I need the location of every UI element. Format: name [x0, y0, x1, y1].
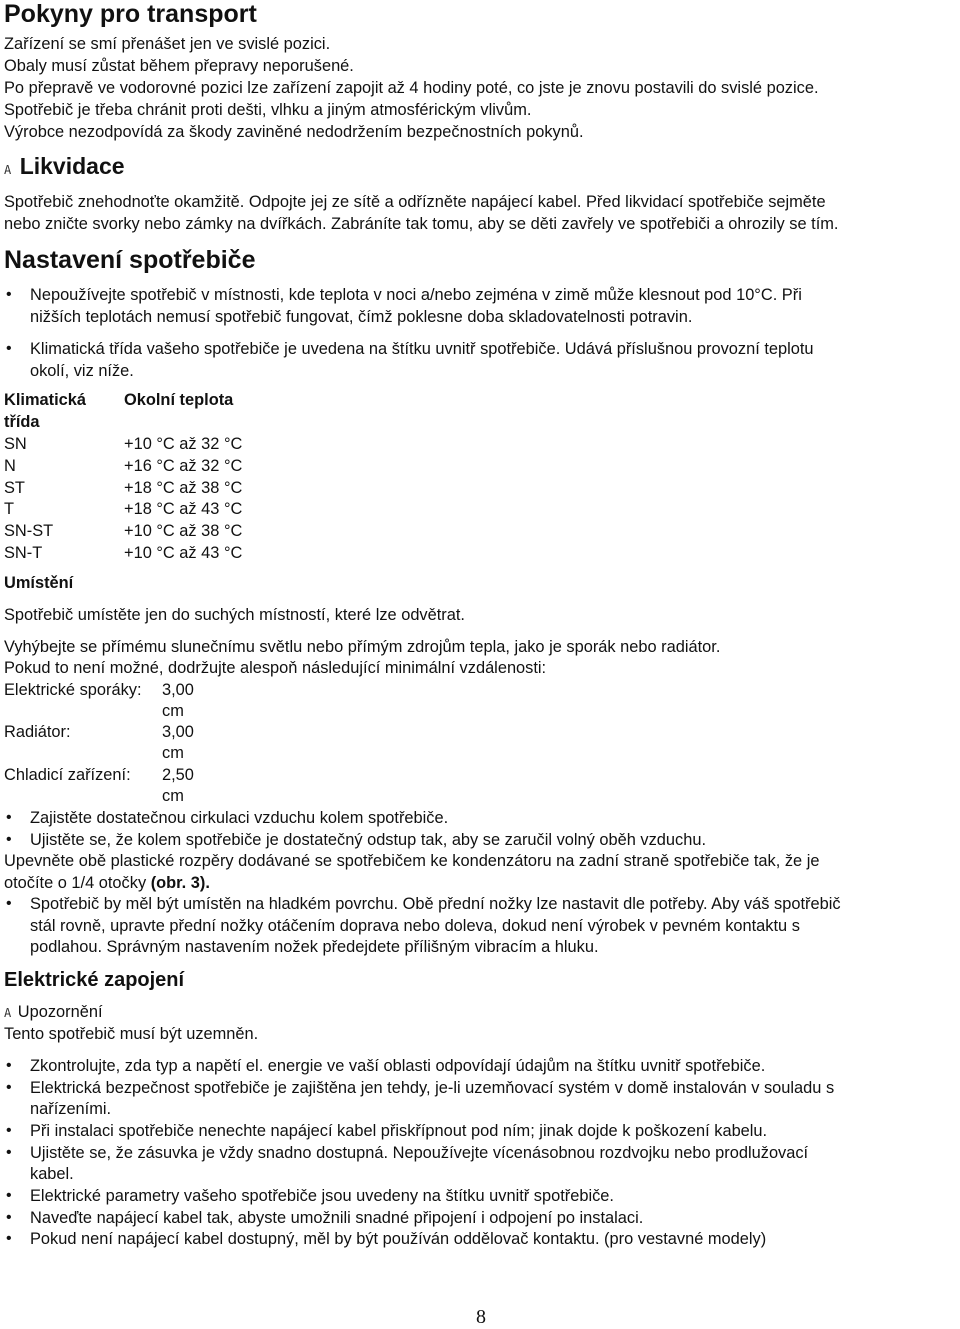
spacers-line-2 — [4, 873, 210, 894]
setup-bullet-line: Nepoužívejte spotřebič v místnosti, kde teplota v noci a/nebo zejména v zimě může klesnout pod 10°C. Při — [30, 286, 802, 304]
placement-heading: Umístění — [4, 574, 74, 592]
bullet-icon: • — [6, 286, 12, 303]
bullet-icon: • — [6, 1057, 12, 1074]
setup-bullet-line: Klimatická třída vašeho spotřebiče je uvedena na štítku uvnitř spotřebiče. Udává příslušnou provozní teplotu — [30, 340, 814, 358]
bullet-icon: • — [6, 809, 12, 826]
bullet-icon: • — [6, 831, 12, 848]
distance-unit: cm — [162, 744, 184, 762]
electrical-bullet: Elektrické parametry vašeho spotřebiče jsou uvedeny na štítku uvnitř spotřebiče. — [30, 1187, 614, 1205]
setup-heading: Nastavení spotřebiče — [4, 246, 256, 274]
electrical-bullet: Při instalaci spotřebiče nenechte napájecí kabel přiskřípnout pod ním; jinak dojde k poškození kabelu. — [30, 1122, 768, 1140]
placement-bullet: Zajistěte dostatečnou cirkulaci vzduchu kolem spotřebiče. — [30, 809, 449, 827]
bullet-icon: • — [6, 895, 12, 912]
distance-value: 2,50 — [162, 766, 194, 784]
disposal-line: Spotřebič znehodnoťte okamžitě. Odpojte jej ze sítě a odřízněte napájecí kabel. Před likvidací spotřebiče sejměte — [4, 193, 826, 211]
distance-label: Elektrické sporáky: — [4, 681, 142, 699]
level-line: Spotřebič by měl být umístěn na hladkém povrchu. Obě přední nožky lze nastavit dle potřeby. Aby váš spotřebič — [30, 895, 841, 913]
figure-reference: (obr. 3). — [150, 874, 210, 892]
warning-marker-icon: A — [4, 1006, 12, 1020]
table-cell-class: SN — [4, 435, 27, 453]
bullet-icon: • — [6, 1079, 12, 1096]
electrical-bullet: Elektrická bezpečnost spotřebiče je zajištěna jen tehdy, je-li uzemňovací systém v domě instalován v souladu s — [30, 1079, 835, 1097]
table-cell-class: SN-ST — [4, 522, 54, 540]
disposal-heading-row — [4, 153, 125, 179]
electrical-bullet: Naveďte napájecí kabel tak, abyste umožnili snadné připojení i odpojení po instalaci. — [30, 1209, 644, 1227]
table-cell-class: N — [4, 457, 16, 475]
transport-line: Zařízení se smí přenášet jen ve svislé pozici. — [4, 35, 331, 53]
spacers-line: Upevněte obě plastické rozpěry dodávané se spotřebičem ke kondenzátoru na zadní straně spotřebiče tak, že je — [4, 852, 820, 870]
transport-line: Výrobce nezodpovídá za škody zaviněné nedodržením bezpečnostních pokynů. — [4, 123, 584, 141]
warning-marker-icon: A — [4, 163, 12, 177]
electrical-bullet: Ujistěte se, že zásuvka je vždy snadno dostupná. Nepoužívejte vícenásobnou rozdvojku nebo prodlužovací — [30, 1144, 809, 1162]
setup-bullet-line: nižších teplotách nemusí spotřebič fungovat, čímž poklesne doba skladovatelnosti potravin. — [30, 308, 693, 326]
bullet-icon: • — [6, 1209, 12, 1226]
placement-line: Pokud to není možné, dodržujte alespoň následující minimální vzdálenosti: — [4, 659, 547, 677]
distance-value: 3,00 — [162, 681, 194, 699]
bullet-icon: • — [6, 340, 12, 357]
table-header-class: Klimatická — [4, 391, 86, 409]
disposal-heading: Likvidace — [19, 153, 125, 179]
table-cell-class: ST — [4, 479, 25, 497]
spacers-text: otočíte o 1/4 otočky — [4, 874, 151, 892]
electrical-heading: Elektrické zapojení — [4, 969, 185, 991]
level-line: podlahou. Správným nastavením nožek předejdete přílišným vibracím a hluku. — [30, 938, 599, 956]
electrical-bullet: nařízeními. — [30, 1100, 112, 1118]
table-cell-temp: +16 °C až 32 °C — [124, 457, 243, 475]
transport-line: Obaly musí zůstat během přepravy neporušené. — [4, 57, 354, 75]
table-cell-temp: +18 °C až 38 °C — [124, 479, 243, 497]
earth-line: Tento spotřebič musí být uzemněn. — [4, 1025, 259, 1043]
table-cell-temp: +18 °C až 43 °C — [124, 500, 243, 518]
setup-bullet-line: okolí, viz níže. — [30, 362, 134, 380]
distance-value: 3,00 — [162, 723, 194, 741]
page-number: 8 — [476, 1306, 486, 1328]
disposal-line: nebo zničte svorky nebo zámky na dvířkách. Zabráníte tak tomu, aby se děti zavřely ve spotřebiči a ohrozily se tím. — [4, 215, 839, 233]
table-cell-class: T — [4, 500, 15, 518]
bullet-icon: • — [6, 1144, 12, 1161]
transport-line: Po přepravě ve vodorovné pozici lze zařízení zapojit až 4 hodiny poté, co jste je znovu postavili do svislé pozice. — [4, 79, 819, 97]
bullet-icon: • — [6, 1230, 12, 1247]
distance-unit: cm — [162, 787, 184, 805]
bullet-icon: • — [6, 1187, 12, 1204]
warning-row — [4, 1002, 103, 1024]
placement-line: Spotřebič umístěte jen do suchých místností, které lze odvětrat. — [4, 606, 465, 624]
level-line: stál rovně, upravte přední nožky otáčením doprava nebo doleva, dokud není výrobek v pevném kontaktu s — [30, 917, 800, 935]
table-header-class: třída — [4, 413, 40, 431]
electrical-bullet: kabel. — [30, 1165, 74, 1183]
placement-line: Vyhýbejte se přímému slunečnímu světlu nebo přímým zdrojům tepla, jako je sporák nebo radiátor. — [4, 638, 721, 656]
table-header-temp: Okolní teplota — [124, 391, 234, 409]
distance-unit: cm — [162, 702, 184, 720]
electrical-bullet: Zkontrolujte, zda typ a napětí el. energie ve vaší oblasti odpovídají údajům na štítku uvnitř spotřebiče. — [30, 1057, 766, 1075]
table-cell-temp: +10 °C až 43 °C — [124, 544, 243, 562]
table-cell-temp: +10 °C až 32 °C — [124, 435, 243, 453]
transport-heading: Pokyny pro transport — [4, 0, 257, 28]
distance-label: Chladicí zařízení: — [4, 766, 131, 784]
transport-line: Spotřebič je třeba chránit proti dešti, vlhku a jiným atmosférickým vlivům. — [4, 101, 532, 119]
warning-label: Upozornění — [17, 1003, 103, 1021]
placement-bullet: Ujistěte se, že kolem spotřebiče je dostatečný odstup tak, aby se zaručil volný oběh vzduchu. — [30, 831, 707, 849]
bullet-icon: • — [6, 1122, 12, 1139]
electrical-bullet: Pokud není napájecí kabel dostupný, měl by být používán oddělovač kontaktu. (pro vestavné modely) — [30, 1230, 767, 1248]
distance-label: Radiátor: — [4, 723, 71, 741]
table-cell-temp: +10 °C až 38 °C — [124, 522, 243, 540]
table-cell-class: SN-T — [4, 544, 43, 562]
